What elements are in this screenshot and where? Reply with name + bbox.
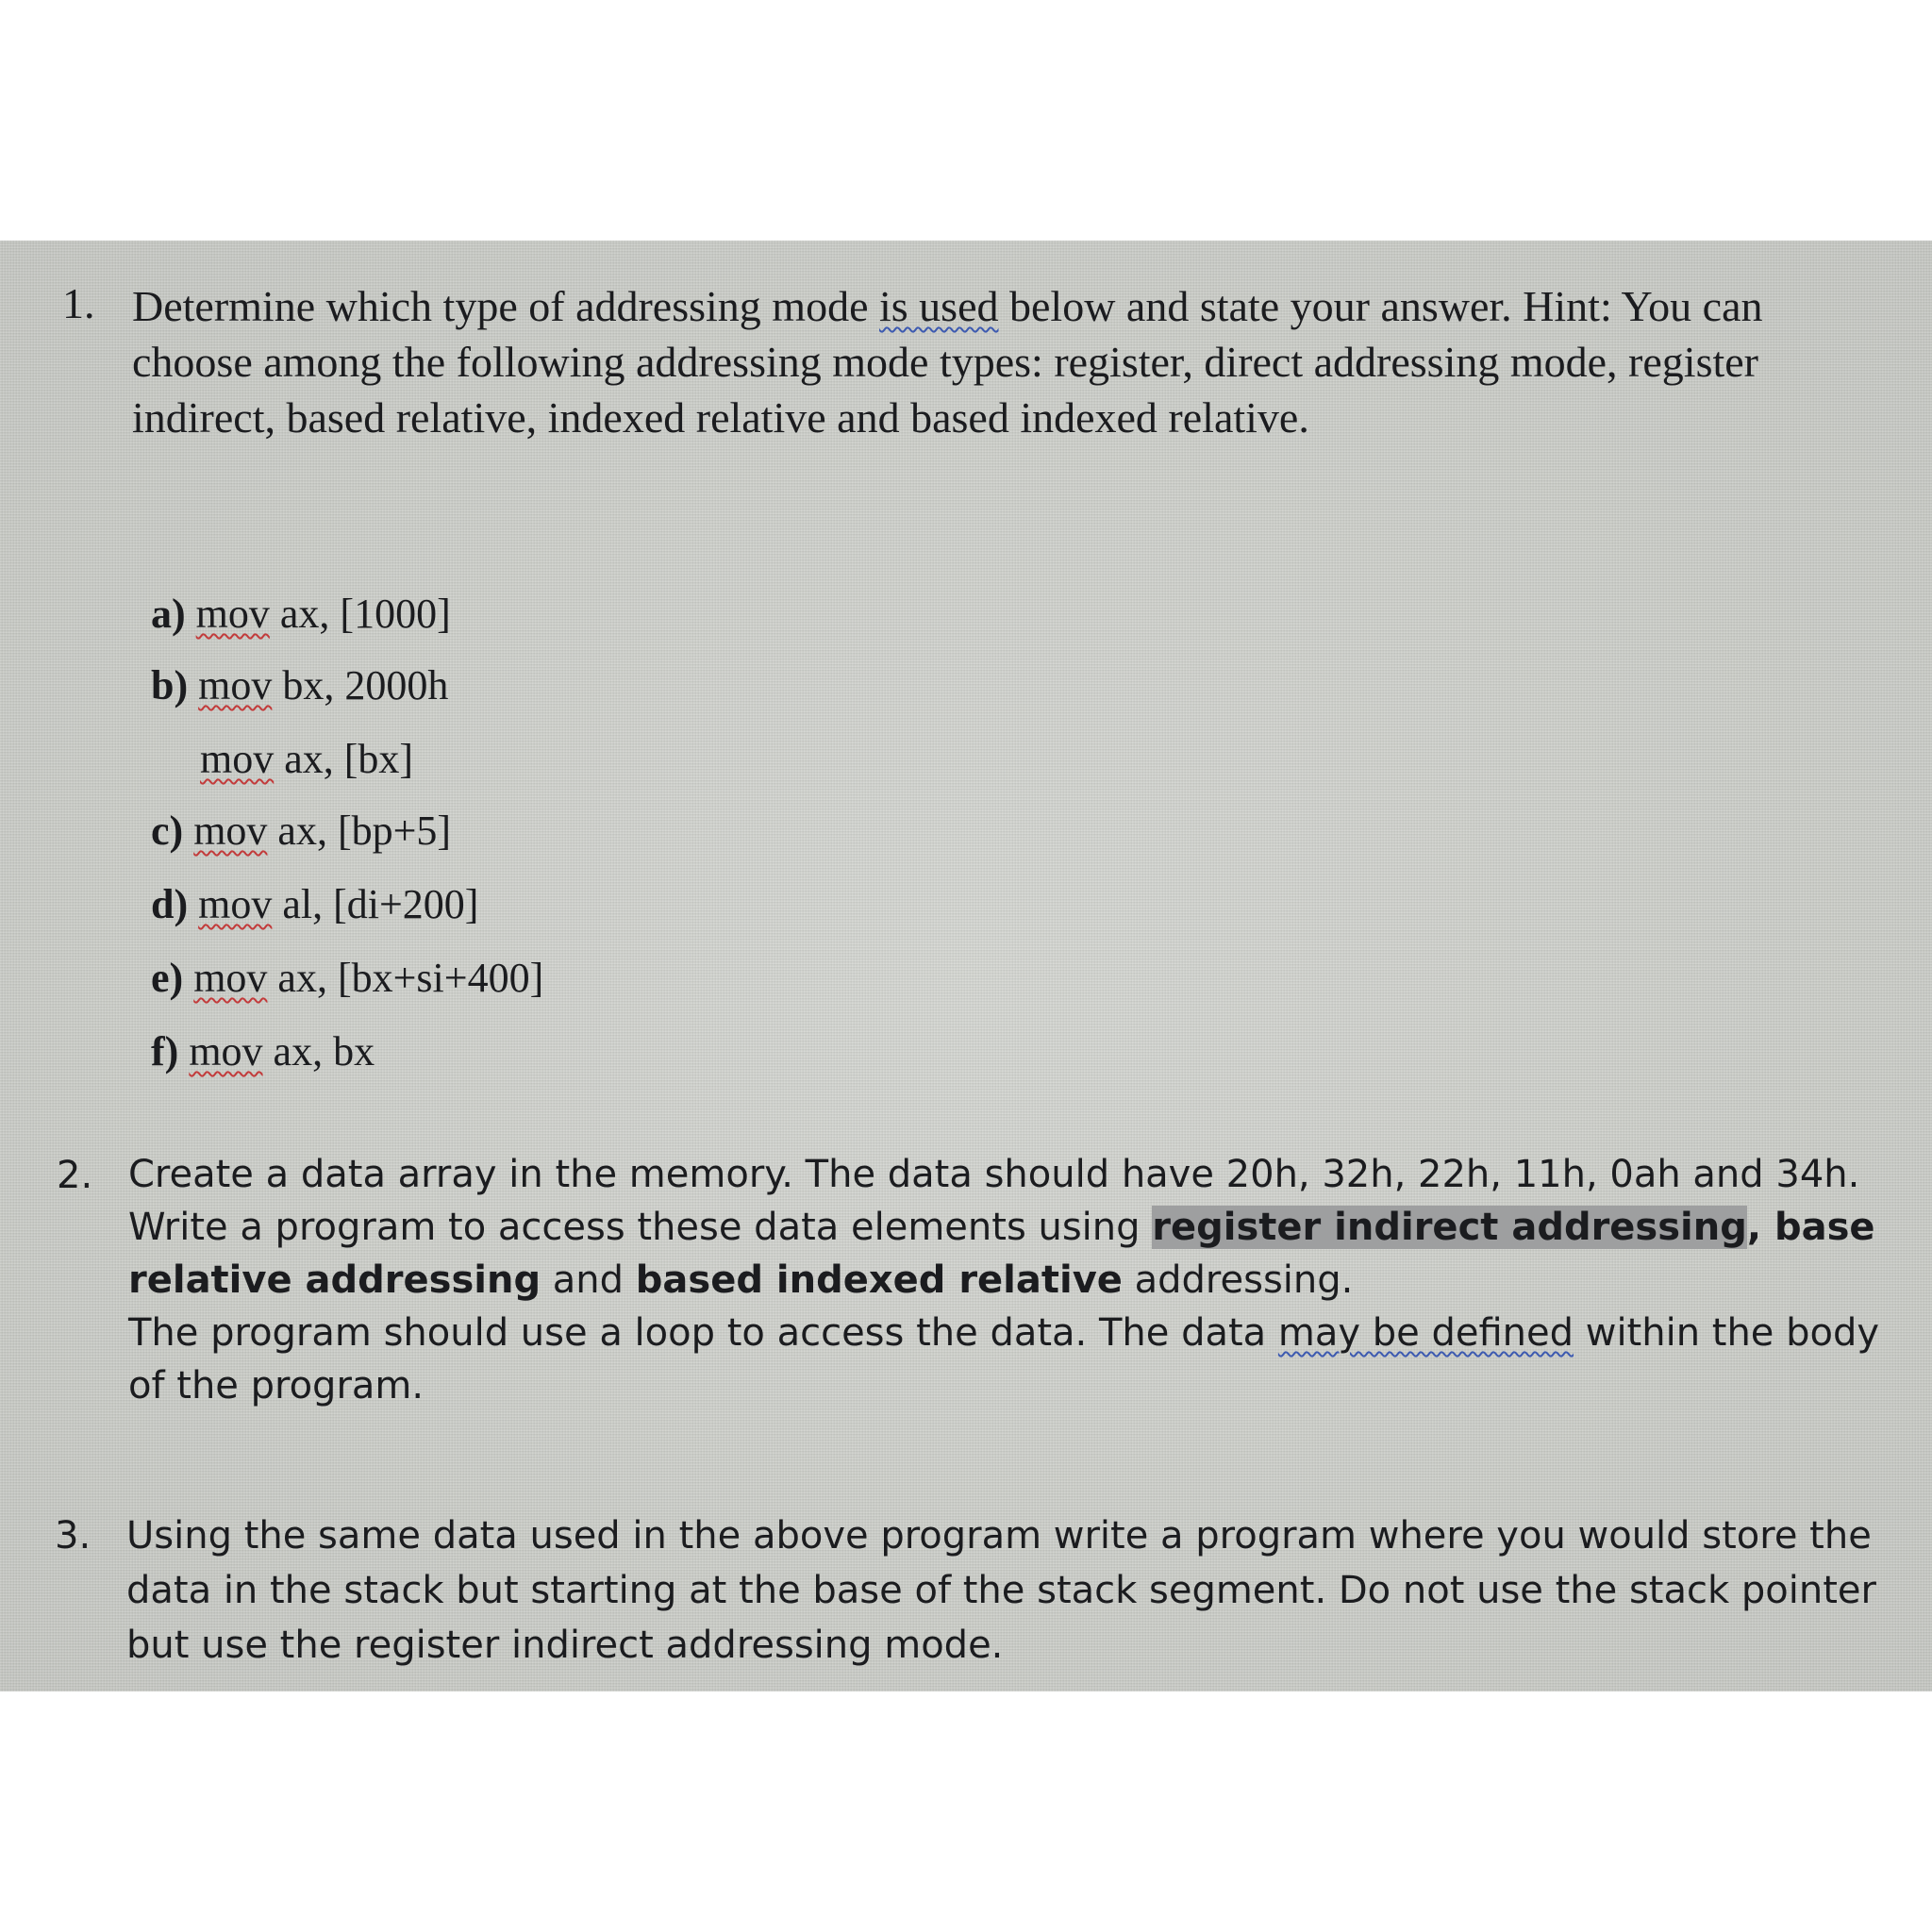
question-1-text — [132, 278, 1849, 445]
question-1-text-start: Determine which type of addressing mode — [132, 282, 879, 330]
question-3-number: 3. — [55, 1514, 92, 1557]
instruction-b — [151, 661, 448, 709]
instruction-operands: ax, [bx] — [274, 736, 414, 782]
instruction-operands: ax, [1000] — [269, 591, 451, 637]
instruction-label: e) — [151, 955, 184, 1001]
instruction-operands: ax, bx — [262, 1028, 375, 1074]
instruction-operands: ax, [bx+si+400] — [267, 955, 544, 1001]
instruction-mnemonic: mov — [193, 955, 268, 1001]
instruction-operands: bx, 2000h — [272, 662, 449, 708]
question-2-text — [128, 1148, 1892, 1412]
instruction-operands: al, [di+200] — [272, 881, 479, 927]
instruction-d — [151, 880, 478, 928]
instruction-mnemonic: mov — [198, 881, 273, 927]
question-2-and: and — [541, 1258, 636, 1302]
instruction-label: c) — [151, 808, 184, 854]
question-2-underlined-phrase: may be defined — [1277, 1311, 1574, 1355]
instruction-label: a) — [151, 591, 186, 637]
instruction-e — [151, 954, 543, 1002]
question-1-underlined-phrase: is used — [879, 282, 999, 330]
instruction-c — [151, 807, 451, 855]
question-2-addressing: addressing. — [1122, 1258, 1354, 1302]
question-2-line-1: Create a data array in the memory. The data should have 20h, 32h, 22h, 11h, 0ah and 34h. Write a program to access these data elements using — [128, 1153, 1860, 1249]
instruction-b-continued — [200, 735, 413, 783]
instruction-f — [151, 1027, 375, 1075]
instruction-mnemonic: mov — [195, 591, 270, 637]
question-2-line-2-end: within the body of the program. — [128, 1311, 1880, 1407]
instruction-label: d) — [151, 881, 189, 927]
instruction-mnemonic: mov — [193, 808, 268, 854]
instruction-label: b) — [151, 662, 189, 708]
bold-phrase-base-relative: , base relative addressing — [128, 1206, 1875, 1302]
question-1-number: 1. — [62, 279, 95, 327]
instruction-mnemonic: mov — [198, 662, 273, 708]
highlighted-phrase: register indirect addressing — [1152, 1206, 1747, 1249]
instruction-mnemonic: mov — [200, 736, 275, 782]
instruction-operands: ax, [bp+5] — [267, 808, 452, 854]
bold-phrase-based-indexed: based indexed relative — [635, 1258, 1123, 1302]
instruction-mnemonic: mov — [189, 1028, 263, 1074]
document-photo — [0, 241, 1932, 1691]
instruction-label: f) — [151, 1028, 179, 1074]
question-2-line-2-start: The program should use a loop to access the data. The data — [128, 1311, 1278, 1355]
question-3-text: Using the same data used in the above program write a program where you would store the data in the stack but starting at the base of the stack segment. Do not use the stack pointer but use the register indirect addressing mode. — [126, 1514, 1876, 1667]
question-1-text-end: below and state your answer. Hint: You can choose among the following addressing mode types: register, direct addressing mode, register indirect, based relative, indexed relative and based indexed relative. — [132, 282, 1763, 441]
question-2-number: 2. — [57, 1154, 93, 1197]
instruction-a — [151, 590, 451, 638]
